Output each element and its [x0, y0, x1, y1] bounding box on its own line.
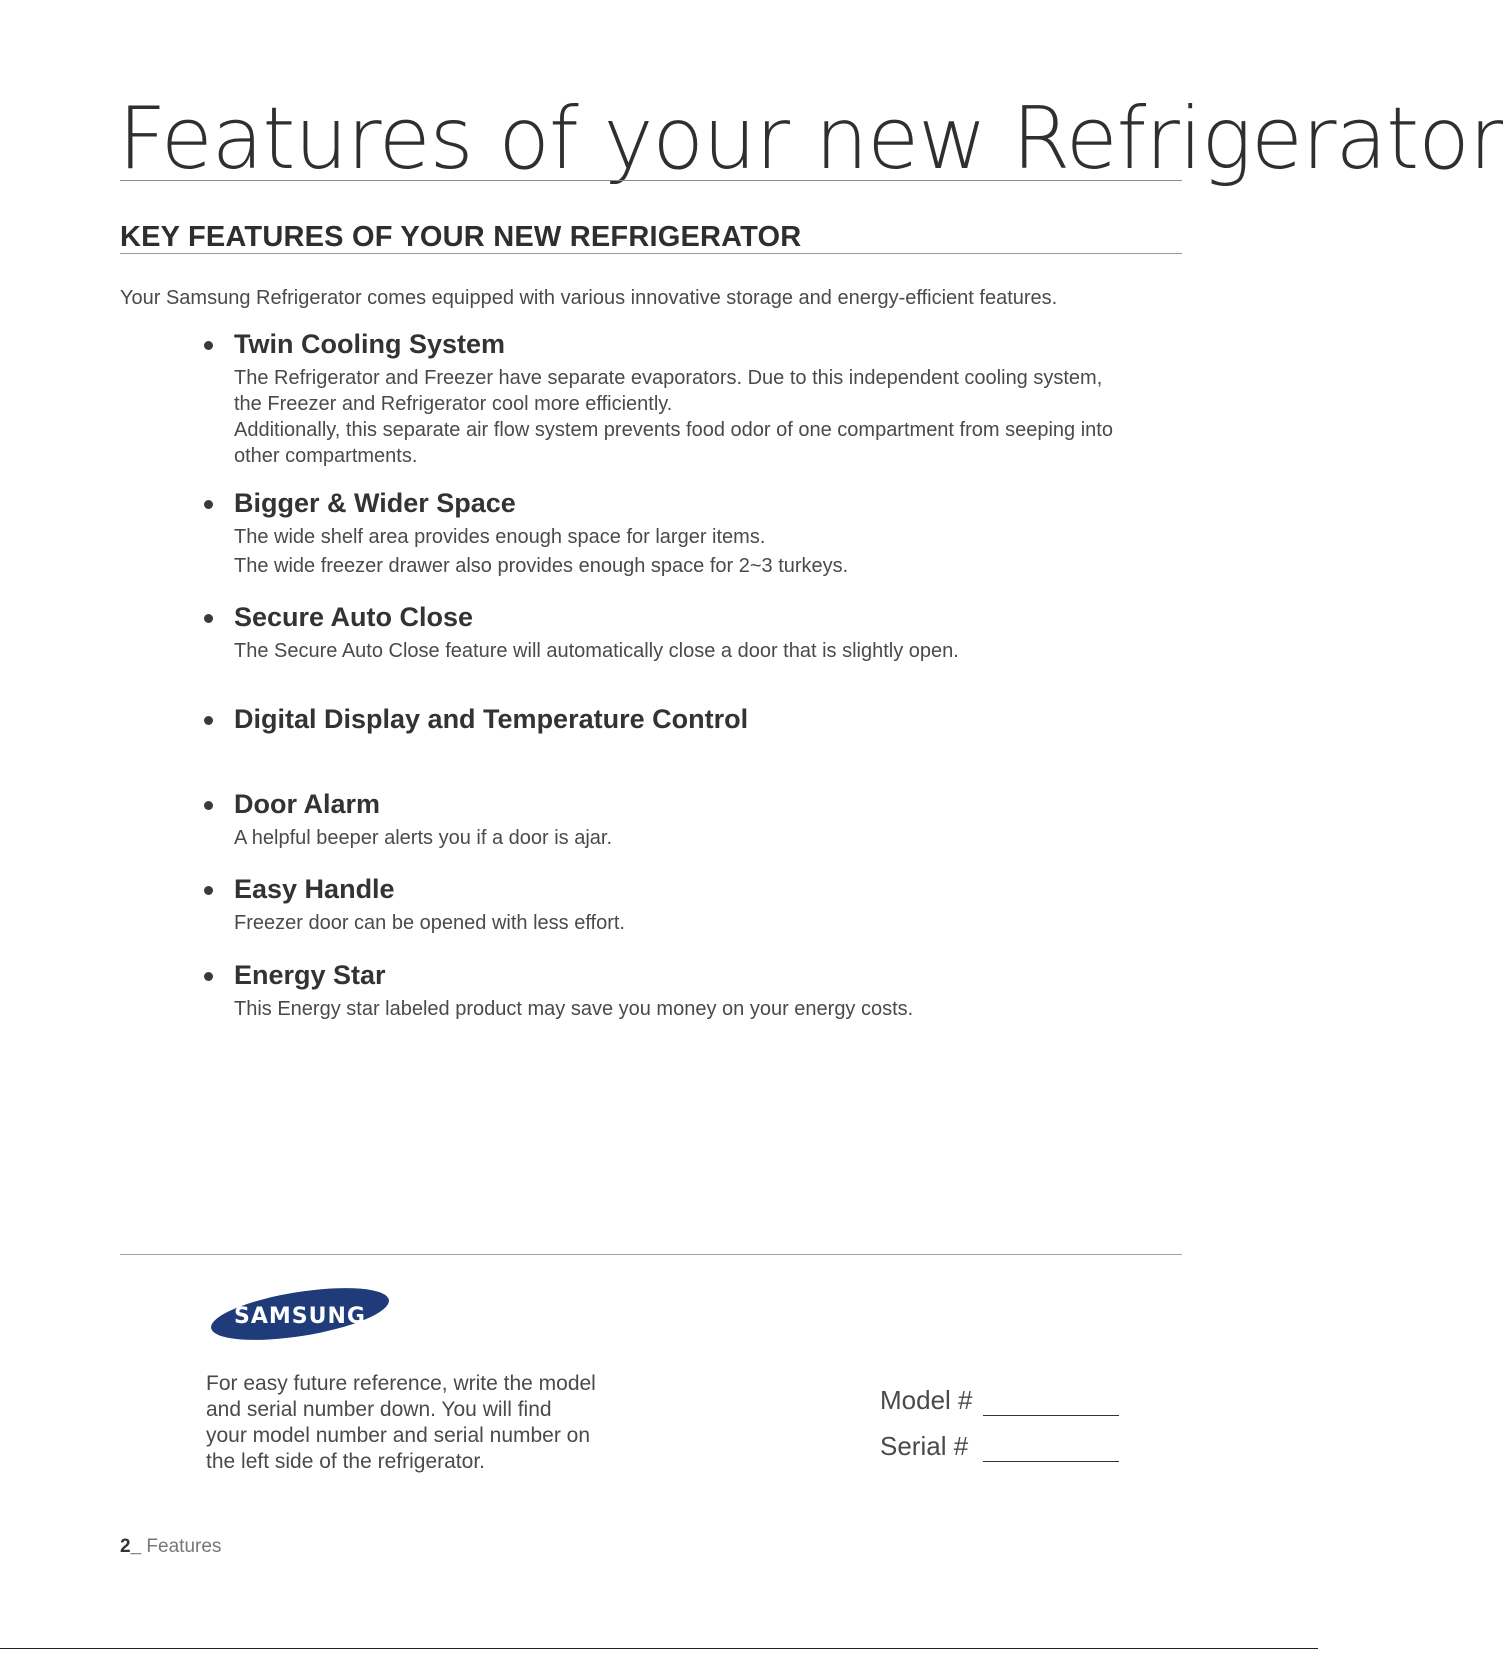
feature-description: [234, 996, 1194, 1022]
reference-note: [206, 1371, 626, 1475]
page-section-label: Features: [141, 1536, 222, 1557]
feature-description: [234, 910, 1194, 936]
page-title: Features of your new Refrigerator: [118, 89, 1503, 189]
intro-paragraph: Your Samsung Refrigerator comes equipped with various innovative storage and energy-efficient features.: [120, 287, 1058, 309]
bullet-icon: [204, 341, 213, 350]
model-label: Model #: [880, 1385, 973, 1415]
feature-description: [234, 365, 1194, 469]
feature-line: The wide freezer drawer also provides enough space for 2~3 turkeys.: [234, 555, 849, 577]
feature-title: Door Alarm: [234, 789, 381, 819]
note-line: For easy future reference, write the model: [206, 1372, 596, 1395]
footer-divider: [120, 1254, 1182, 1255]
feature-line: the Freezer and Refrigerator cool more efficiently.: [234, 393, 673, 415]
feature-line: other compartments.: [234, 445, 418, 467]
feature-line: This Energy star labeled product may save you money on your energy costs.: [234, 998, 914, 1020]
page-number: 2_: [120, 1536, 142, 1557]
samsung-logo: [208, 1282, 392, 1347]
bullet-icon: [204, 972, 213, 981]
feature-line: Freezer door can be opened with less effort.: [234, 912, 625, 934]
feature-line: The Secure Auto Close feature will automatically close a door that is slightly open.: [234, 640, 959, 662]
feature-title: Secure Auto Close: [234, 602, 474, 632]
section-divider: [120, 253, 1182, 254]
feature-description: [234, 825, 1194, 851]
bullet-icon: [204, 801, 213, 810]
feature-title: Twin Cooling System: [234, 329, 506, 359]
model-blank-line[interactable]: [983, 1415, 1119, 1416]
title-divider: [120, 180, 1182, 181]
feature-line: The Refrigerator and Freezer have separate evaporators. Due to this independent cooling system,: [234, 367, 1103, 389]
note-line: and serial number down. You will find: [206, 1398, 552, 1421]
samsung-logo-icon: [208, 1282, 392, 1342]
feature-description: [234, 524, 1194, 579]
logo-text: SAMSUNG: [234, 1304, 366, 1329]
feature-line: The wide shelf area provides enough space for larger items.: [234, 526, 766, 548]
bullet-icon: [204, 614, 213, 623]
note-line: your model number and serial number on: [206, 1424, 591, 1447]
section-heading: KEY FEATURES OF YOUR NEW REFRIGERATOR: [120, 221, 802, 253]
feature-description: [234, 638, 1194, 664]
page-footer: [120, 1536, 221, 1558]
note-line: the left side of the refrigerator.: [206, 1450, 485, 1473]
feature-title: Easy Handle: [234, 874, 395, 904]
feature-line: Additionally, this separate air flow system prevents food odor of one compartment from seeping into: [234, 419, 1113, 441]
bullet-icon: [204, 716, 213, 725]
bullet-icon: [204, 886, 213, 895]
serial-label: Serial #: [880, 1431, 969, 1461]
feature-title: Bigger & Wider Space: [234, 488, 516, 518]
feature-line: A helpful beeper alerts you if a door is ajar.: [234, 827, 613, 849]
feature-title: Digital Display and Temperature Control: [234, 704, 749, 734]
page-bottom-edge: [0, 1648, 1318, 1649]
bullet-icon: [204, 500, 213, 509]
serial-blank-line[interactable]: [983, 1461, 1119, 1462]
feature-title: Energy Star: [234, 960, 386, 990]
